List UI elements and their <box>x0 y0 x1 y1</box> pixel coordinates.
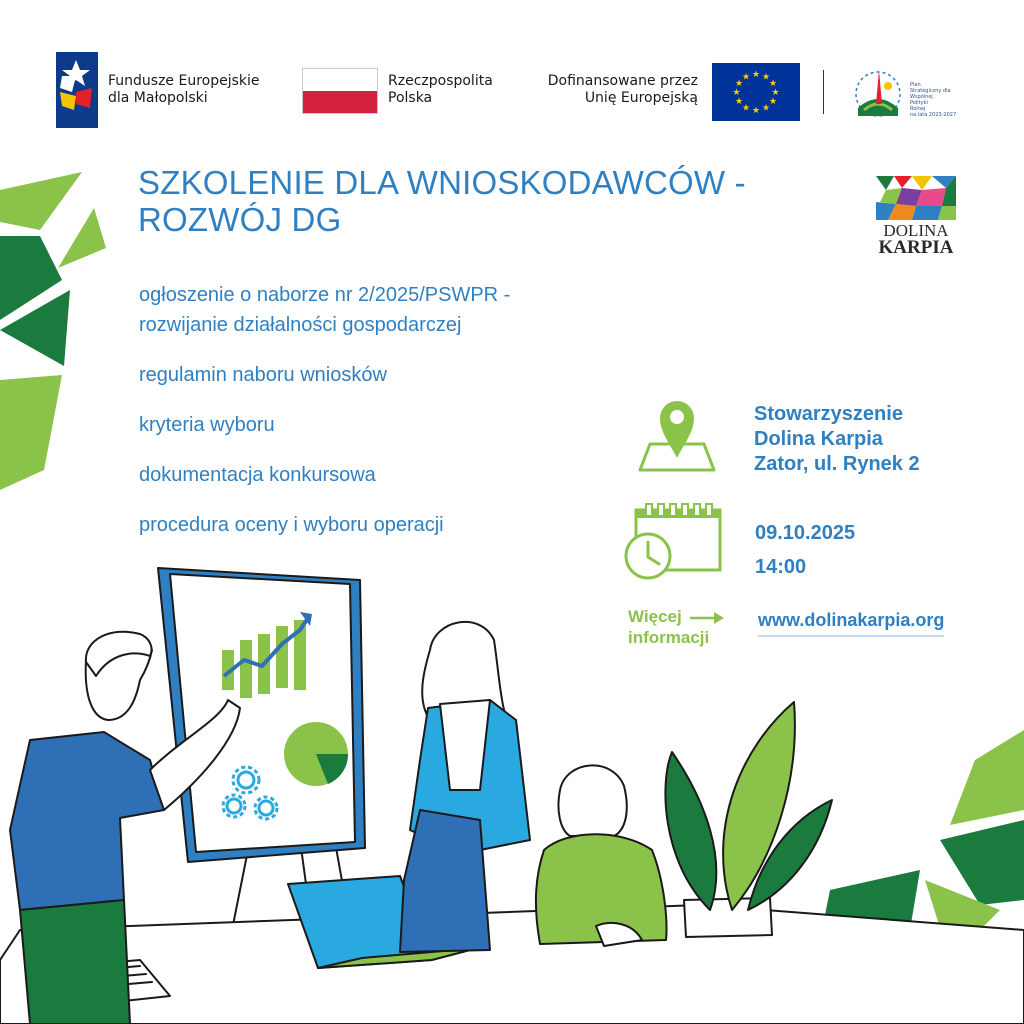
presentation-illustration <box>0 560 1024 1024</box>
logo-rp-line1: Rzeczpospolita <box>388 73 493 89</box>
eu-flag-icon <box>712 63 800 121</box>
svg-text:★: ★ <box>732 88 741 98</box>
pswpr-line3: Wspólnej <box>910 94 933 100</box>
page-title <box>138 164 746 238</box>
svg-text:★: ★ <box>768 79 778 89</box>
svg-text:★: ★ <box>751 106 761 116</box>
dolina-karpia-logo <box>876 176 956 220</box>
svg-text:★: ★ <box>771 88 780 98</box>
svg-text:★: ★ <box>734 79 744 89</box>
pswpr-logo <box>848 64 908 122</box>
svg-text:★: ★ <box>751 70 761 80</box>
topic-item: procedura oceny i wyboru operacji <box>139 514 444 536</box>
location-line1: Stowarzyszenie <box>754 403 903 425</box>
svg-text:★: ★ <box>761 103 771 114</box>
pswpr-line1: Plan <box>910 82 921 88</box>
pswpr-line4: Polityki <box>910 100 928 106</box>
svg-text:★: ★ <box>768 97 778 107</box>
brand-line1: DOLINA <box>883 221 949 240</box>
logo-eu-line2: Unię Europejską <box>584 90 698 106</box>
logo-fe-line1: Fundusze Europejskie <box>108 73 260 89</box>
topic-item: rozwijanie działalności gospodarczej <box>139 314 462 336</box>
svg-text:★: ★ <box>734 97 744 107</box>
more-line2: informacji <box>628 628 710 647</box>
map-pin-icon <box>636 388 718 474</box>
website-link[interactable]: www.dolinakarpia.org <box>758 610 944 637</box>
more-line1: Więcej <box>628 606 724 627</box>
event-time: 14:00 <box>755 556 807 578</box>
title-line1: SZKOLENIE DLA WNIOSKODAWCÓW - <box>138 164 746 201</box>
topic-list <box>139 280 510 540</box>
logo-rp-line2: Polska <box>388 90 433 106</box>
fundusze-europejskie-logo <box>56 52 98 128</box>
topic-item: kryteria wyboru <box>139 414 275 436</box>
brand-line2: KARPIA <box>878 237 954 258</box>
left-decor-shapes <box>0 170 110 500</box>
title-line2: ROZWÓJ DG <box>138 201 342 238</box>
svg-text:★: ★ <box>761 72 771 83</box>
polish-flag-icon <box>302 68 378 114</box>
pswpr-line5: Rolnej <box>910 106 926 112</box>
topic-item: dokumentacja konkursowa <box>139 464 376 486</box>
header-divider <box>823 70 824 114</box>
topic-item: ogłoszenie o naborze nr 2/2025/PSWPR - <box>139 284 511 306</box>
svg-text:★: ★ <box>741 103 751 114</box>
pswpr-line2: Strategiczny dla <box>910 88 951 94</box>
pswpr-line6: na lata 2023-2027 <box>910 112 957 118</box>
logo-fe-line2: dla Małopolski <box>108 90 208 106</box>
location-text <box>754 402 920 477</box>
location-line3: Zator, ul. Rynek 2 <box>754 453 920 475</box>
logo-eu-line1: Dofinansowane przez <box>547 73 698 89</box>
topic-item: regulamin naboru wniosków <box>139 364 387 386</box>
svg-text:★: ★ <box>741 72 751 83</box>
event-date: 09.10.2025 <box>755 522 856 544</box>
location-line2: Dolina Karpia <box>754 428 883 450</box>
